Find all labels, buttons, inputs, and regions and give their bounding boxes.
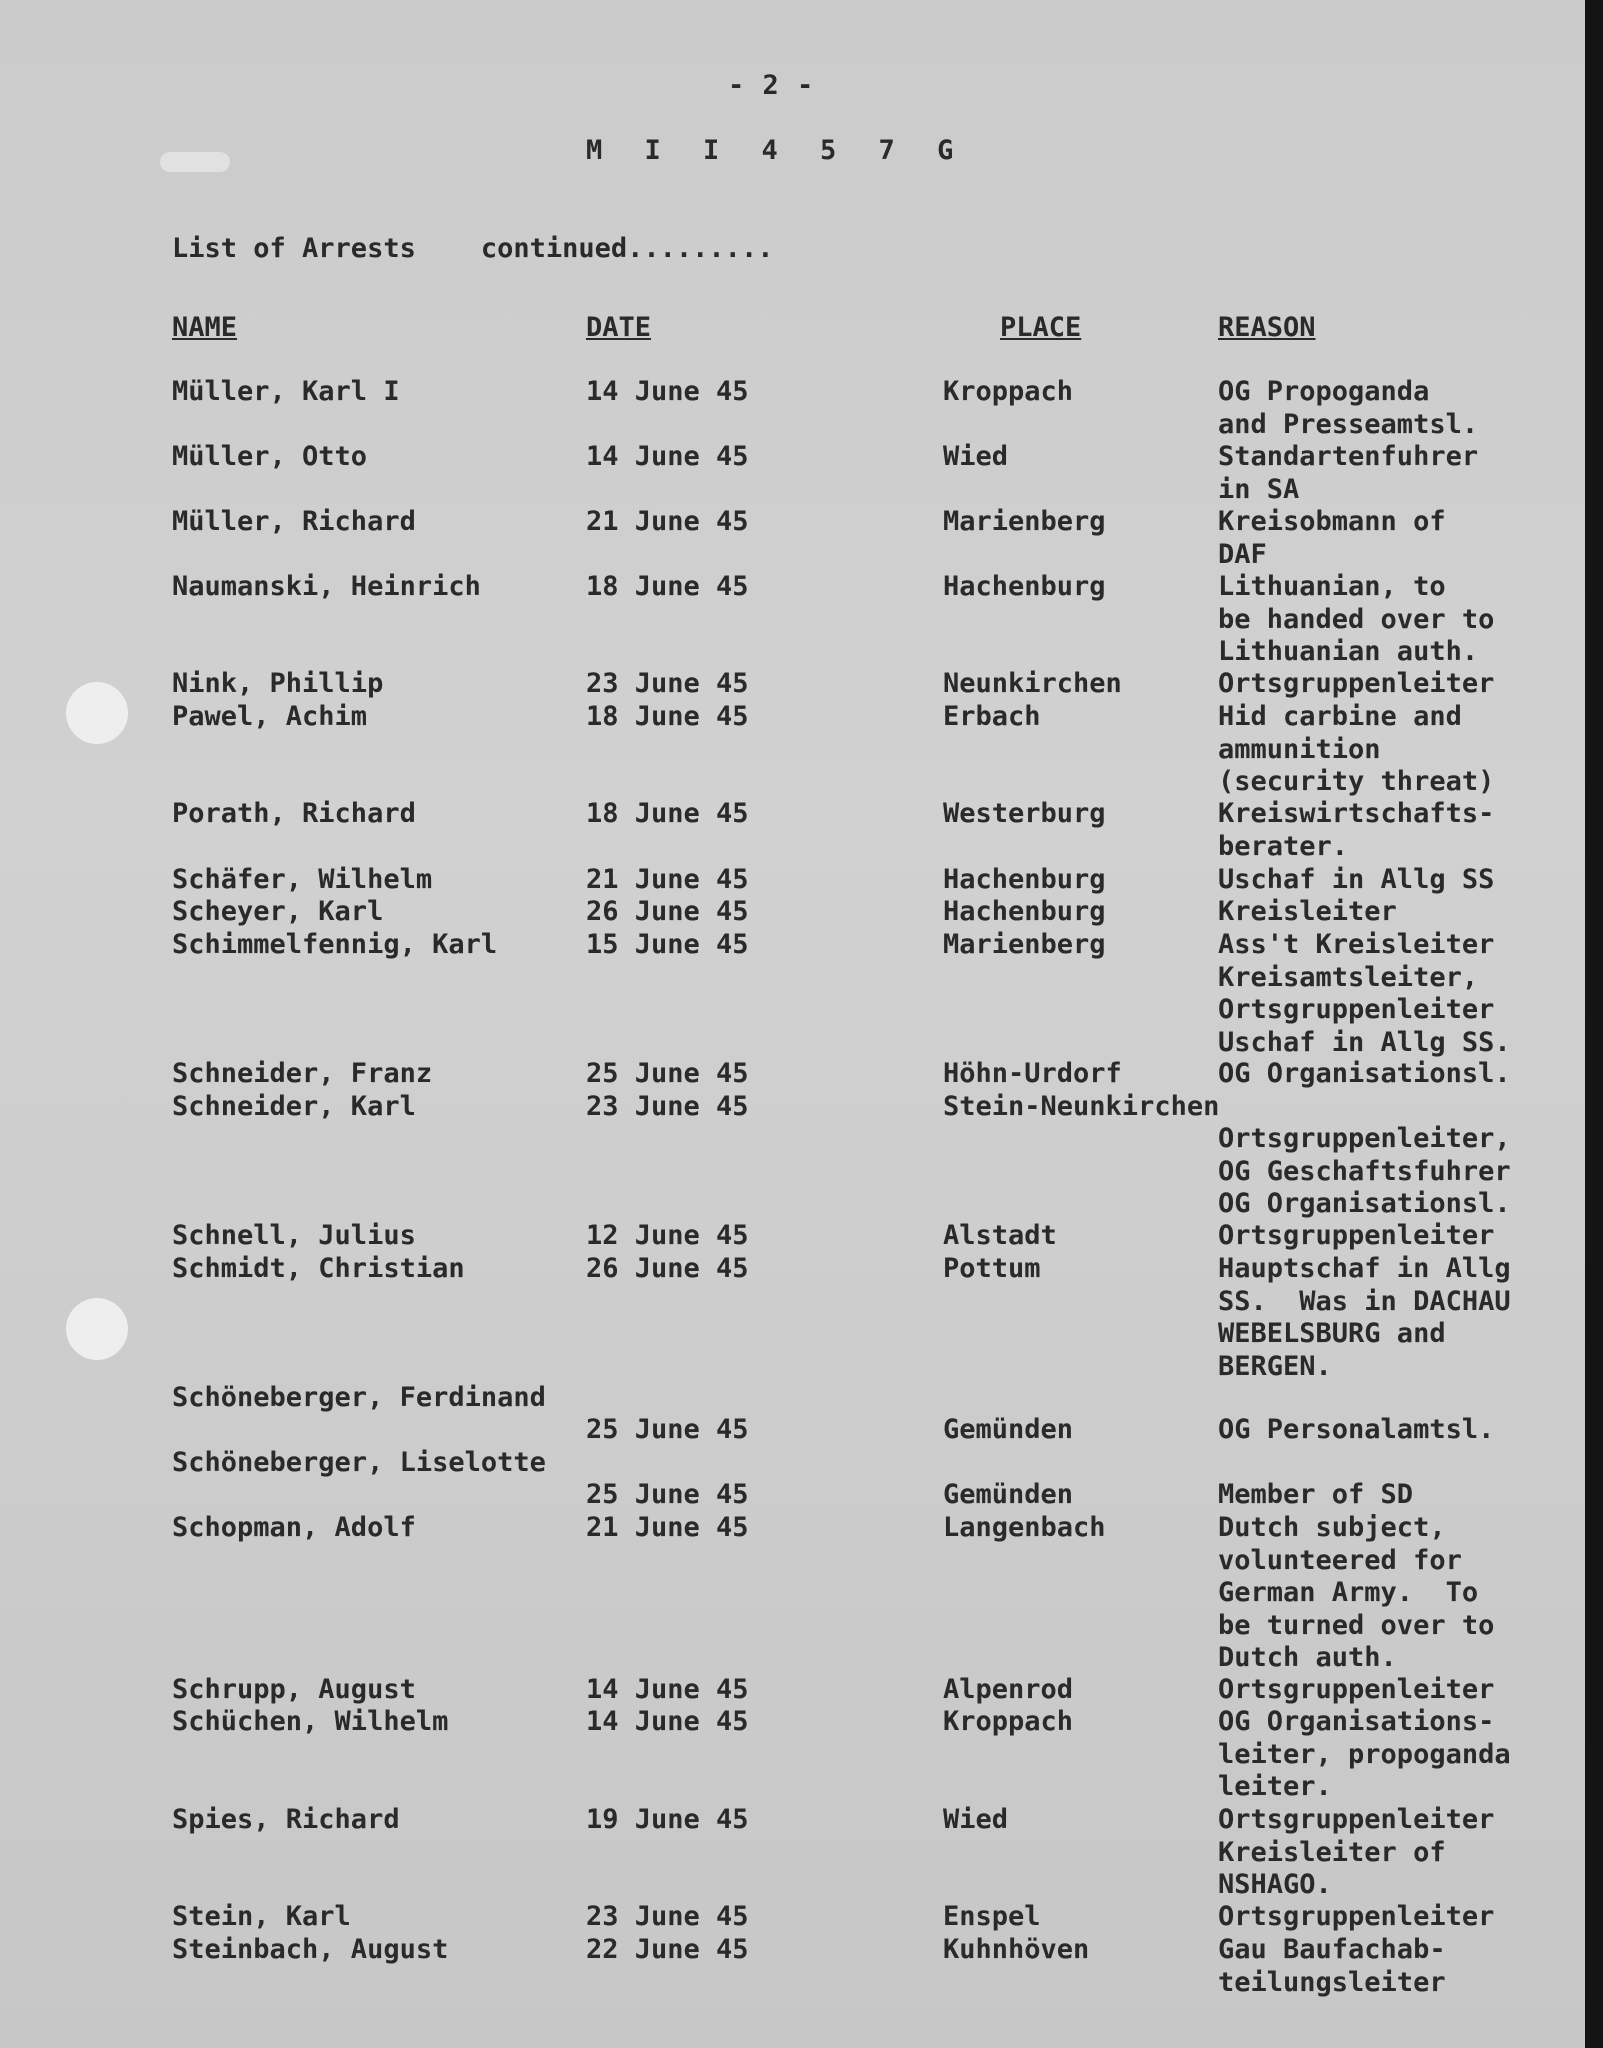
row-name: Schneider, Franz: [172, 1058, 433, 1089]
row-place: Alpenrod: [943, 1674, 1074, 1705]
row-name: Schimmelfennig, Karl: [172, 929, 498, 960]
row-reason: Ortsgruppenleiter: [1218, 1674, 1495, 1705]
row-reason: Uschaf in Allg SS: [1218, 864, 1495, 895]
row-place: Hachenburg: [943, 864, 1106, 895]
row-place: Wied: [943, 1804, 1009, 1835]
column-header-name: NAME: [172, 312, 238, 343]
row-date: 25 June 45: [586, 1479, 749, 1510]
column-header-date: DATE: [586, 312, 652, 343]
row-name: Schrupp, August: [172, 1674, 416, 1705]
row-reason: Hid carbine and ammunition (security threat): [1218, 701, 1495, 797]
row-reason: Standartenfuhrer in SA: [1218, 441, 1479, 505]
row-reason: Dutch subject, volunteered for German Army. To be turned over to Dutch auth.: [1218, 1512, 1495, 1673]
row-place: Kroppach: [943, 376, 1074, 407]
row-reason: Kreisleiter: [1218, 896, 1397, 927]
row-place: Alstadt: [943, 1220, 1057, 1251]
row-reason: Ortsgruppenleiter: [1218, 668, 1495, 699]
row-reason: OG Propoganda and Presseamtsl.: [1218, 376, 1479, 440]
row-date: 14 June 45: [586, 1674, 749, 1705]
row-place: Enspel: [943, 1901, 1041, 1932]
row-place: Gemünden: [943, 1479, 1074, 1510]
row-reason: OG Organisations- leiter, propoganda leiter.: [1218, 1706, 1511, 1802]
row-date: 12 June 45: [586, 1220, 749, 1251]
row-name: Müller, Karl I: [172, 376, 400, 407]
row-place: Langenbach: [943, 1512, 1106, 1543]
row-reason: Hauptschaf in Allg SS. Was in DACHAU WEBELSBURG and BERGEN.: [1218, 1253, 1511, 1382]
row-place: Westerburg: [943, 798, 1106, 829]
row-date: 23 June 45: [586, 668, 749, 699]
row-place: Erbach: [943, 701, 1041, 732]
row-date: 23 June 45: [586, 1901, 749, 1932]
row-reason: Kreisobmann of DAF: [1218, 506, 1446, 570]
punch-hole: [66, 682, 128, 744]
row-date: 18 June 45: [586, 571, 749, 602]
paper-blemish: [160, 152, 230, 172]
list-title: List of Arrests continued.........: [172, 233, 774, 264]
row-place: Höhn-Urdorf: [943, 1058, 1122, 1089]
row-name: Schneider, Karl: [172, 1091, 416, 1122]
row-reason: Kreiswirtschafts- berater.: [1218, 798, 1495, 862]
row-name: Müller, Otto: [172, 441, 368, 472]
row-name: Stein, Karl: [172, 1901, 351, 1932]
row-date: 21 June 45: [586, 864, 749, 895]
row-name: Schmidt, Christian: [172, 1253, 465, 1284]
row-name: Müller, Richard: [172, 506, 416, 537]
page-number: - 2 -: [728, 70, 815, 101]
row-date: 26 June 45: [586, 1253, 749, 1284]
column-header-reason: REASON: [1218, 312, 1316, 343]
row-reason: Ortsgruppenleiter, OG Geschaftsfuhrer OG Organisationsl.: [1218, 1123, 1511, 1219]
row-name: Scheyer, Karl: [172, 896, 384, 927]
row-name: Steinbach, August: [172, 1934, 449, 1965]
row-date: 25 June 45: [586, 1058, 749, 1089]
column-header-place: PLACE: [1000, 312, 1082, 343]
row-date: 21 June 45: [586, 506, 749, 537]
row-date: 14 June 45: [586, 1706, 749, 1737]
row-place: Gemünden: [943, 1414, 1074, 1445]
row-place: Kroppach: [943, 1706, 1074, 1737]
row-date: 26 June 45: [586, 896, 749, 927]
row-name: Pawel, Achim: [172, 701, 368, 732]
row-name: Porath, Richard: [172, 798, 416, 829]
row-reason: Member of SD: [1218, 1479, 1414, 1510]
row-date: 19 June 45: [586, 1804, 749, 1835]
row-name: Naumanski, Heinrich: [172, 571, 481, 602]
row-reason: Ortsgruppenleiter: [1218, 1220, 1495, 1251]
row-reason: Lithuanian, to be handed over to Lithuanian auth.: [1218, 571, 1495, 667]
document-reference: M I I 4 5 7 G: [586, 135, 967, 166]
row-place: Marienberg: [943, 506, 1106, 537]
row-place: Pottum: [943, 1253, 1041, 1284]
row-reason: Ass't Kreisleiter Kreisamtsleiter, Ortsgruppenleiter Uschaf in Allg SS.: [1218, 929, 1511, 1058]
row-reason: Gau Baufachab- teilungsleiter: [1218, 1934, 1446, 1998]
row-name: Schöneberger, Ferdinand: [172, 1382, 546, 1413]
row-date: 14 June 45: [586, 441, 749, 472]
row-place: Neunkirchen: [943, 668, 1122, 699]
row-reason: Ortsgruppenleiter Kreisleiter of NSHAGO.: [1218, 1804, 1495, 1900]
row-name: Nink, Phillip: [172, 668, 384, 699]
row-place: Marienberg: [943, 929, 1106, 960]
row-date: 18 June 45: [586, 798, 749, 829]
row-reason: OG Organisationsl.: [1218, 1058, 1511, 1089]
row-name: Schöneberger, Liselotte: [172, 1447, 546, 1478]
row-date: 14 June 45: [586, 376, 749, 407]
row-place: Stein-Neunkirchen: [943, 1091, 1220, 1122]
row-date: 21 June 45: [586, 1512, 749, 1543]
row-date: 25 June 45: [586, 1414, 749, 1445]
row-date: 22 June 45: [586, 1934, 749, 1965]
row-place: Hachenburg: [943, 571, 1106, 602]
row-reason: OG Personalamtsl.: [1218, 1414, 1495, 1445]
row-name: Schopman, Adolf: [172, 1512, 416, 1543]
row-name: Spies, Richard: [172, 1804, 400, 1835]
row-date: 23 June 45: [586, 1091, 749, 1122]
row-reason: Ortsgruppenleiter: [1218, 1901, 1495, 1932]
row-name: Schüchen, Wilhelm: [172, 1706, 449, 1737]
row-name: Schäfer, Wilhelm: [172, 864, 433, 895]
row-place: Wied: [943, 441, 1009, 472]
row-date: 18 June 45: [586, 701, 749, 732]
row-name: Schnell, Julius: [172, 1220, 416, 1251]
row-date: 15 June 45: [586, 929, 749, 960]
scan-border: [1585, 0, 1603, 2048]
row-place: Kuhnhöven: [943, 1934, 1090, 1965]
punch-hole: [66, 1298, 128, 1360]
row-place: Hachenburg: [943, 896, 1106, 927]
